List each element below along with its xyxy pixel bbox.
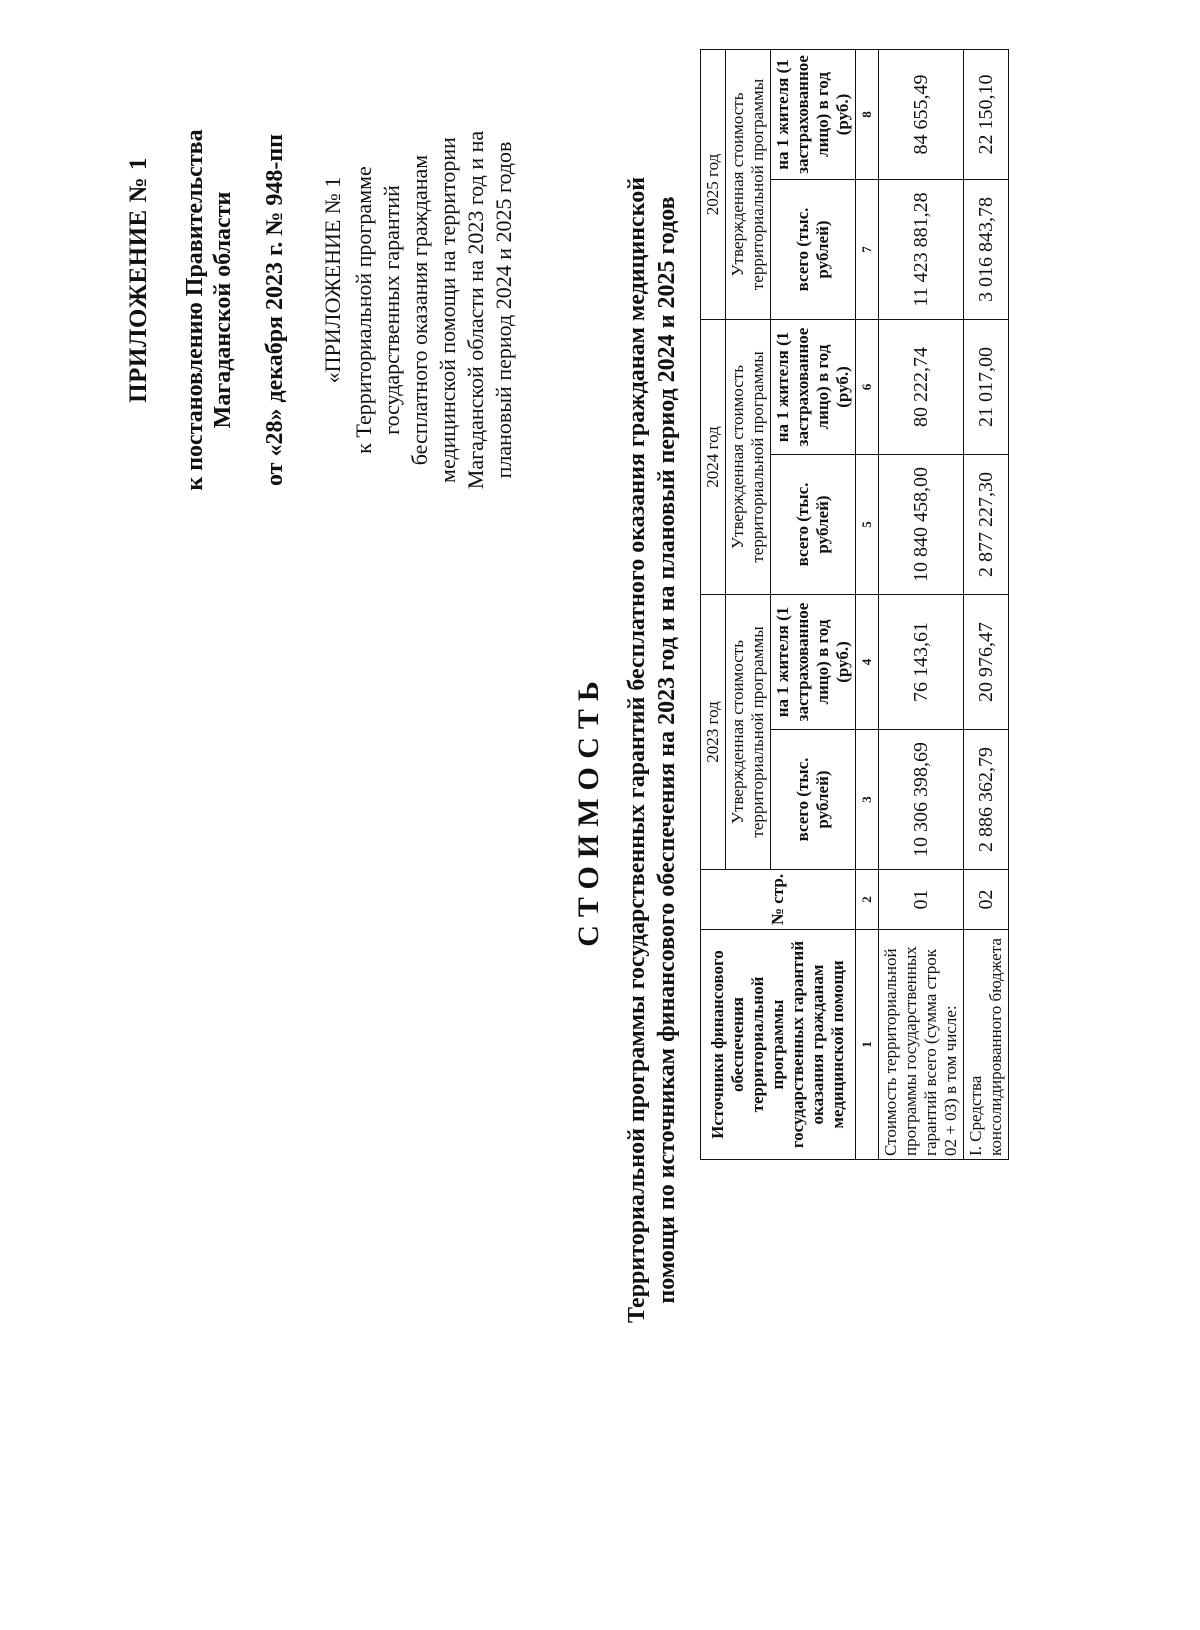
header-approved-cost: Утвержденная стоимость территориальной программы — [726, 595, 771, 870]
appendix-title: ПРИЛОЖЕНИЕ № 1 — [125, 157, 152, 403]
annex-caption: «ПРИЛОЖЕНИЕ № 1 — [320, 176, 345, 384]
row-line-number: 01 — [879, 870, 964, 930]
decree-date: от «28» декабря 2023 г. № 948-пп — [262, 133, 288, 487]
row-value: 76 143,61 — [879, 595, 964, 730]
row-value: 2 886 362,79 — [964, 730, 1009, 870]
row-value: 22 150,10 — [964, 50, 1009, 180]
annex-line: государственных гарантий — [379, 185, 404, 435]
subtitle-line1: Территориальной программы государственных гарантий бесплатного оказания гражданам медицинской — [624, 176, 650, 1324]
cost-table — [700, 49, 1009, 1160]
header-line-number: № стр. — [701, 870, 856, 930]
annex-line: плановый период 2024 и 2025 годов — [491, 141, 516, 479]
row-value: 80 222,74 — [879, 320, 964, 455]
column-number: 6 — [856, 320, 879, 455]
annex-line: бесплатного оказания гражданам — [407, 154, 432, 466]
header-total: всего (тыс. рублей) — [771, 455, 856, 595]
row-source: Стоимость территориальной программы государственных гарантий всего (сумма строк 02 + 03) в том числе: — [879, 930, 964, 1160]
column-number: 1 — [856, 930, 879, 1160]
header-per-capita: на 1 жителя (1 застрахованное лицо) в год (руб.) — [771, 50, 856, 180]
column-number-row — [856, 50, 879, 1160]
table-row — [879, 50, 964, 1160]
column-number: 3 — [856, 730, 879, 870]
row-value: 21 017,00 — [964, 320, 1009, 455]
row-line-number: 02 — [964, 870, 1009, 930]
annex-line: медицинской помощи на территории — [435, 137, 460, 483]
header-year-2024: 2024 год — [701, 320, 726, 595]
subtitle-line2: помощи по источникам финансового обеспечения на 2023 год и на плановый период 2024 и 2025 годов — [654, 196, 680, 1304]
column-number: 4 — [856, 595, 879, 730]
document-title: СТОИМОСТЬ — [572, 673, 605, 947]
header-per-capita: на 1 жителя (1 застрахованное лицо) в год (руб.) — [771, 595, 856, 730]
row-value: 20 976,47 — [964, 595, 1009, 730]
annex-line: Магаданской области на 2023 год и на — [463, 130, 488, 490]
row-value: 10 840 458,00 — [879, 455, 964, 595]
header-total: всего (тыс. рублей) — [771, 730, 856, 870]
row-value: 3 016 843,78 — [964, 180, 1009, 320]
column-number: 5 — [856, 455, 879, 595]
column-number: 7 — [856, 180, 879, 320]
column-number: 2 — [856, 870, 879, 930]
document-subtitle — [622, 100, 682, 1400]
table-row — [964, 50, 1009, 1160]
annex-reference — [350, 40, 518, 580]
row-source: I. Средства консолидированного бюджета — [964, 930, 1009, 1160]
header-total: всего (тыс. рублей) — [771, 180, 856, 320]
row-value: 10 306 398,69 — [879, 730, 964, 870]
row-value: 2 877 227,30 — [964, 455, 1009, 595]
header-source: Источники финансового обеспечения территориальной программы государственных гарантий оказания гражданам медицинской помощи — [701, 930, 856, 1160]
header-approved-cost: Утвержденная стоимость территориальной программы — [726, 320, 771, 595]
decree-reference-line2: Магаданской области — [210, 191, 236, 429]
header-year-2023: 2023 год — [701, 595, 726, 870]
column-number: 8 — [856, 50, 879, 180]
decree-reference-line1: к постановлению Правительства — [182, 129, 208, 491]
header-year-2025: 2025 год — [701, 50, 726, 320]
row-value: 11 423 881,28 — [879, 180, 964, 320]
row-value: 84 655,49 — [879, 50, 964, 180]
header-approved-cost: Утвержденная стоимость территориальной программы — [726, 50, 771, 320]
header-per-capita: на 1 жителя (1 застрахованное лицо) в год (руб.) — [771, 320, 856, 455]
annex-line: к Территориальной программе — [351, 166, 376, 454]
